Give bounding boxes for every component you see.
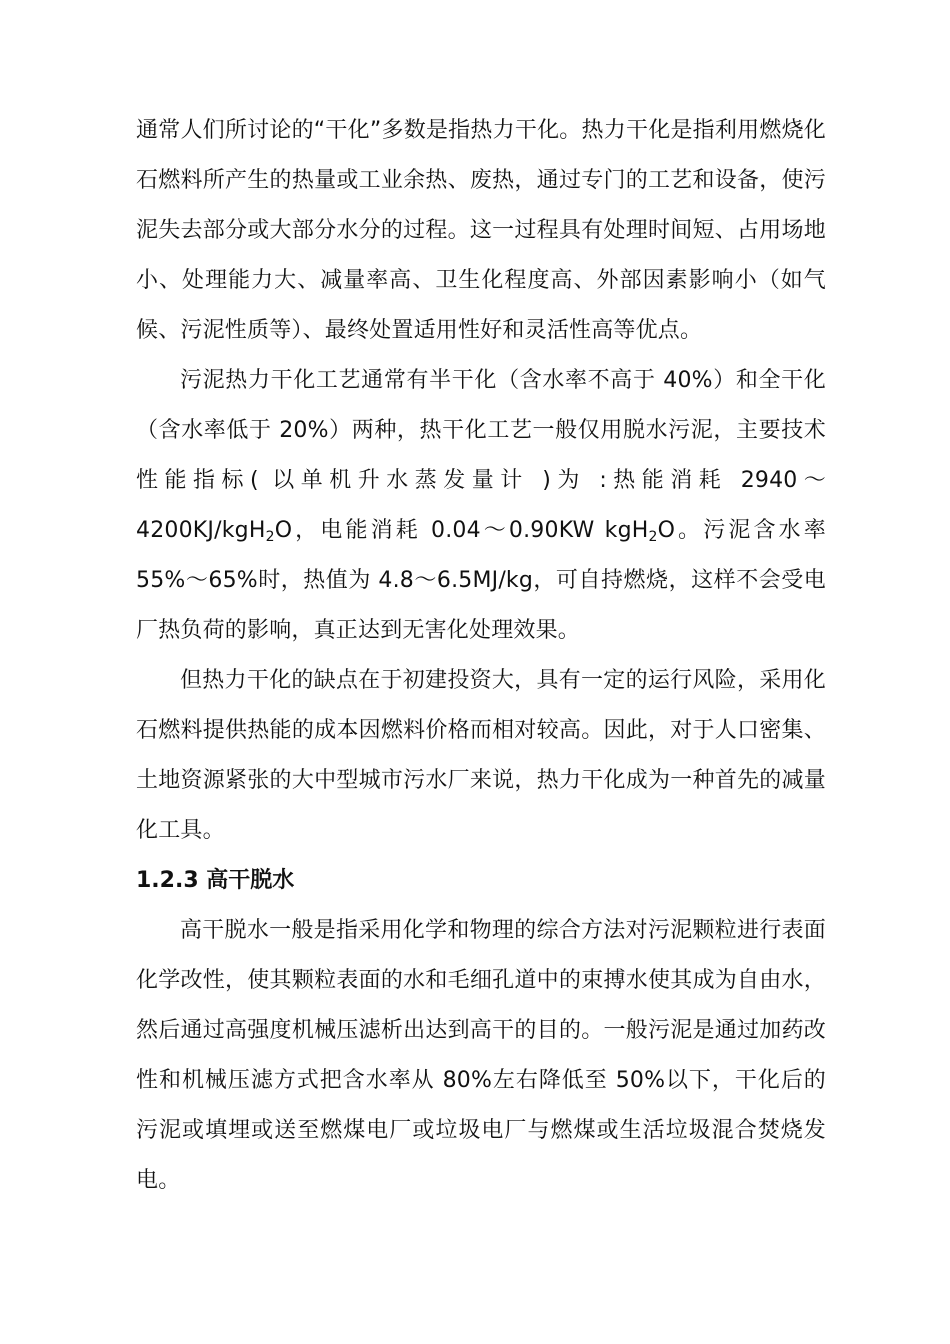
paragraph-thermal-drying-process	[136, 356, 826, 656]
subscript-2: 2	[265, 529, 275, 545]
paragraph-high-dry-dewatering: 高干脱水一般是指采用化学和物理的综合方法对污泥颗粒进行表面化学改性，使其颗粒表面的水和毛细孔道中的束搏水使其成为自由水，然后通过高强度机械压滤析出达到高干的目的。一般污泥是通过加药改性和机械压滤方式把含水率从 80%左右降低至 50%以下，干化后的污泥或填埋或送至燃煤电厂或垃圾电厂与燃煤或生活垃圾混合焚烧发电。	[136, 918, 826, 1193]
paragraph-text-segment: 污泥热力干化工艺通常有半干化（含水率不高于 40%）和全干化（含水率低于 20%）两种，热干化工艺一般仅用脱水污泥，主要技术性能指标( 以单机升水蒸发量计 )为 :热能消耗 2940～4200KJ/kgH	[136, 368, 826, 543]
subscript-2: 2	[648, 529, 658, 545]
paragraph-thermal-drying-definition: 通常人们所讨论的“干化”多数是指热力干化。热力干化是指利用燃烧化石燃料所产生的热量或工业余热、废热，通过专门的工艺和设备，使污泥失去部分或大部分水分的过程。这一过程具有处理时间短、占用场地小、处理能力大、减量率高、卫生化程度高、外部因素影响小（如气候、污泥性质等）、最终处置适用性好和灵活性高等优点。	[136, 118, 826, 343]
document-page	[136, 106, 826, 1206]
section-heading: 1.2.3 高干脱水	[136, 868, 295, 893]
paragraph-text-segment: O。污泥含水率 55%～65%时，热值为 4.8～6.5MJ/kg，可自持燃烧，这样不会受电厂热负荷的影响，真正达到无害化处理效果。	[136, 518, 826, 643]
paragraph-text-segment: O，电能消耗 0.04～0.90KW kgH	[274, 518, 649, 543]
paragraph-thermal-drying-drawbacks: 但热力干化的缺点在于初建投资大，具有一定的运行风险，采用化石燃料提供热能的成本因燃料价格而相对较高。因此，对于人口密集、土地资源紧张的大中型城市污水厂来说，热力干化成为一种首先的减量化工具。	[136, 668, 826, 843]
